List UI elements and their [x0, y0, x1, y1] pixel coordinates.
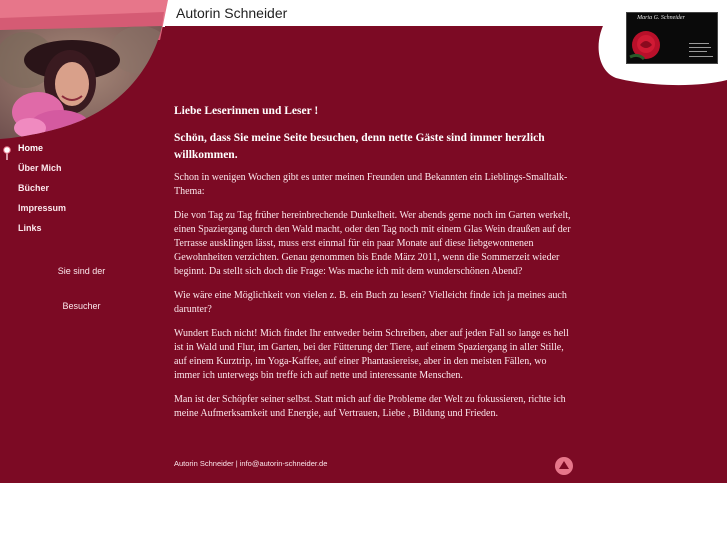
footer-contact[interactable]: Autorin Schneider | info@autorin-schneider.de — [174, 459, 328, 468]
nav-item-home[interactable]: Home — [18, 143, 44, 153]
author-photo — [0, 0, 170, 142]
card-detail-line — [689, 56, 713, 57]
paragraph: Die von Tag zu Tag früher hereinbrechende Dunkelheit. Wer abends gerne noch im Garten werkelt, einen Spaziergang durch den Wald macht, oder den Tag noch mit einem Glas Wein draußen auf der Terrasse ausklingen lässt, muss erst einmal für ein paar Monate auf diese liebgewonnenen Gewohnheiten verzichten. Genau genommen bis Ende März 2011, wenn die Sommerzeit wieder beginnt. Da stellt sich doch die Frage: Was mache ich mit dem wunderschönen Abend? — [174, 210, 571, 277]
visitor-counter-suffix: Besucher — [62, 301, 101, 311]
paragraph: Wundert Euch nicht! Mich findet Ihr entweder beim Schreiben, aber auf jeden Fall so lange es hell ist in Wald und Flur, im Garten, bei der Fütterung der Tiere, auf einem Spaziergang in aller Stille, auf einem Kurztrip, im Yoga-Kaffee, auf einer Phantasiereise, aber in den meisten Fällen, wo immer ich unterwegs bin treffe ich auf nette und interessante Menschen. — [174, 328, 569, 381]
welcome-heading: Schön, dass Sie meine Seite besuchen, denn nette Gäste sind immer herzlich willkommen. — [174, 132, 545, 161]
paragraph: Wie wäre eine Möglichkeit von vielen z. B. ein Buch zu lesen? Vielleicht finde ich ja meines auch darunter? — [174, 290, 567, 315]
card-detail-line — [689, 47, 711, 48]
card-detail-line — [689, 51, 707, 52]
nav-item-buecher[interactable]: Bücher — [18, 183, 50, 193]
rose-icon — [628, 27, 664, 63]
visitor-counter-prefix: Sie sind der — [57, 266, 106, 276]
main-content — [174, 104, 574, 421]
greeting-heading: Liebe Leserinnen und Leser ! — [174, 105, 319, 117]
business-card — [626, 12, 718, 64]
paragraph: Schon in wenigen Wochen gibt es unter meinen Freunden und Bekannten ein Lieblings-Smalltalk-Thema: — [174, 172, 568, 197]
nav-item-impressum[interactable]: Impressum — [18, 203, 67, 213]
card-name: Maria G. Schneider — [637, 15, 685, 21]
site-title: Autorin Schneider — [176, 5, 288, 21]
nav-item-ueber-mich[interactable]: Über Mich — [18, 163, 62, 173]
paragraph: Man ist der Schöpfer seiner selbst. Statt mich auf die Probleme der Welt zu fokussieren, richte ich meine Aufmerksamkeit und Energie, auf Vertrauen, Liebe , Bildung und Frieden. — [174, 394, 566, 419]
pin-icon — [3, 146, 11, 160]
back-to-top-button[interactable] — [555, 457, 573, 475]
card-detail-line — [689, 43, 709, 44]
arrow-up-icon — [559, 461, 569, 469]
nav-item-links[interactable]: Links — [18, 223, 42, 233]
